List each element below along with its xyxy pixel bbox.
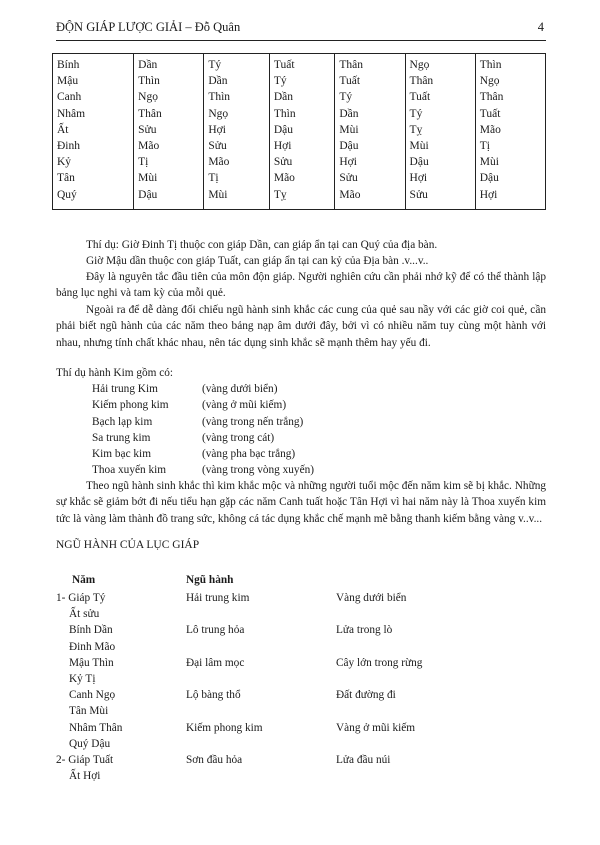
ganzhi-cell: Hợi <box>335 154 405 170</box>
luc-giap-table <box>56 572 546 784</box>
kim-list-item <box>92 462 392 478</box>
ganzhi-table <box>52 53 546 210</box>
luc-giap-row <box>56 720 546 736</box>
ganzhi-cell: Tý <box>335 89 405 105</box>
ganzhi-cell: Hợi <box>475 187 545 210</box>
luc-giap-row <box>56 622 546 638</box>
page-number: 4 <box>537 20 544 34</box>
year-cell: Kỷ Tị <box>69 672 96 685</box>
ganzhi-cell: Tị <box>204 170 270 186</box>
header-element: Ngũ hành <box>186 574 234 586</box>
kim-name: Kim bạc kim <box>92 448 151 461</box>
ganzhi-cell: Dần <box>269 89 335 105</box>
ganzhi-cell: Mão <box>204 154 270 170</box>
section-title: NGŨ HÀNH CỦA LỤC GIÁP <box>56 539 200 551</box>
ganzhi-row <box>53 89 546 105</box>
ganzhi-cell: Quý <box>53 187 134 210</box>
ganzhi-cell: Mùi <box>405 138 475 154</box>
kim-description: (vàng dưới biển) <box>202 383 278 395</box>
kim-list <box>92 381 392 479</box>
element-cell: Lộ bàng thổ <box>186 689 241 702</box>
kim-name: Hải trung Kim <box>92 383 158 395</box>
year-cell: Đinh Mão <box>69 640 116 653</box>
ganzhi-cell: Hợi <box>405 170 475 186</box>
kim-name: Thoa xuyến kim <box>92 464 167 477</box>
kim-description: (vàng trong nến trắng) <box>202 415 304 428</box>
year-cell: Quý Dậu <box>69 737 111 750</box>
year-cell: Bính Dần <box>69 624 113 637</box>
year-cell: 2- Giáp Tuất <box>56 753 114 766</box>
page-header <box>56 18 546 41</box>
ganzhi-cell: Thìn <box>475 54 545 74</box>
year-cell: Nhâm Thân <box>69 721 123 734</box>
ganzhi-row <box>53 154 546 170</box>
kim-description: (vàng ở mũi kiếm) <box>202 399 287 412</box>
ganzhi-cell: Mão <box>134 138 204 154</box>
example-paragraph-1: Thí dụ: Giờ Đinh Tị thuộc con giáp Dần, can giáp ẩn tại can Quý của địa bàn. <box>86 239 438 251</box>
example-paragraph-2: Giờ Mậu dần thuộc con giáp Tuất, can giáp ẩn tại can kỷ của Địa bàn .v...v.. <box>86 255 429 267</box>
luc-giap-row <box>56 703 546 719</box>
ganzhi-cell: Tuất <box>269 54 335 74</box>
ganzhi-cell: Mùi <box>335 122 405 138</box>
ganzhi-cell: Sửu <box>335 170 405 186</box>
year-cell: Ất Hợi <box>69 770 101 783</box>
luc-giap-row <box>56 606 546 622</box>
luc-giap-row <box>56 687 546 703</box>
luc-giap-row <box>56 736 546 752</box>
meaning-cell: Lửa trong lò <box>336 624 393 637</box>
year-cell: 1- Giáp Tý <box>56 592 106 604</box>
ganzhi-cell: Tý <box>405 106 475 122</box>
ganzhi-cell: Thân <box>405 73 475 89</box>
luc-giap-header <box>56 572 546 588</box>
ganzhi-cell: Dần <box>204 73 270 89</box>
kim-name: Kiếm phong kim <box>92 399 169 412</box>
year-cell: Ất sửu <box>69 608 100 621</box>
kim-list-item <box>92 397 392 413</box>
header-year: Năm <box>72 574 96 586</box>
ganzhi-cell: Tuất <box>335 73 405 89</box>
ganzhi-cell: Thìn <box>134 73 204 89</box>
meaning-cell: Lửa đầu núi <box>336 753 391 766</box>
ganzhi-cell: Canh <box>53 89 134 105</box>
ganzhi-cell: Mão <box>269 170 335 186</box>
ganzhi-cell: Tị <box>475 138 545 154</box>
element-cell: Kiếm phong kim <box>186 721 263 734</box>
ganzhi-cell: Hợi <box>269 138 335 154</box>
ganzhi-cell: Mùi <box>475 154 545 170</box>
ganzhi-cell: Dậu <box>475 170 545 186</box>
ganzhi-cell: Thìn <box>269 106 335 122</box>
luc-giap-row <box>56 752 546 768</box>
year-cell: Tân Mùi <box>69 705 109 718</box>
ganzhi-row <box>53 187 546 210</box>
ganzhi-cell: Bính <box>53 54 134 74</box>
principle-paragraph: Đây là nguyên tắc đầu tiên của môn độn giáp. Người nghiên cứu cần phải nhớ kỹ để có thể thành lập bảng lục nghi và tam kỳ của mỗi quẻ. <box>56 271 546 300</box>
luc-giap-row <box>56 590 546 606</box>
luc-giap-row <box>56 655 546 671</box>
ganzhi-cell: Dậu <box>134 187 204 210</box>
ganzhi-cell: Tân <box>53 170 134 186</box>
year-cell: Canh Ngọ <box>69 689 116 702</box>
ganzhi-cell: Ngọ <box>405 54 475 74</box>
kim-description: (vàng trong vòng xuyến) <box>202 464 315 477</box>
header-title: ĐỘN GIÁP LƯỢC GIẢI – Đỗ Quân <box>56 20 241 34</box>
ganzhi-cell: Thân <box>134 106 204 122</box>
ganzhi-cell: Dậu <box>405 154 475 170</box>
meaning-cell: Vàng ở mũi kiếm <box>336 721 416 734</box>
kim-list-item <box>92 446 392 462</box>
meaning-cell: Đất đường đi <box>336 689 396 702</box>
kim-intro: Thí dụ hành Kim gồm có: <box>56 367 174 379</box>
ganzhi-cell: Sửu <box>134 122 204 138</box>
ganzhi-cell: Mão <box>335 187 405 210</box>
luc-giap-row <box>56 639 546 655</box>
kim-description: (vàng trong cát) <box>202 431 275 444</box>
ganzhi-row <box>53 73 546 89</box>
kim-description: (vàng pha bạc trắng) <box>202 448 296 461</box>
ganzhi-cell: Mão <box>475 122 545 138</box>
ganzhi-cell: Dậu <box>269 122 335 138</box>
ganzhi-cell: Kỷ <box>53 154 134 170</box>
kim-list-item <box>92 381 392 397</box>
ganzhi-cell: Ngọ <box>134 89 204 105</box>
ganzhi-row <box>53 122 546 138</box>
ganzhi-cell: Đinh <box>53 138 134 154</box>
nap-am-paragraph: Ngoài ra để dễ dàng đối chiếu ngũ hành sinh khắc các cung của quẻ sau nầy với các giờ coi quẻ, cần phải biết ngũ hành của các năm theo bảng nạp âm dưới đây, bởi vì có nhiều năm tuy cùng một hành với nhau, nhưng tính chất khác nhau, nên tác dụng sinh khắc sẽ mạnh thêm hay yếu đi. <box>56 304 546 349</box>
ganzhi-cell: Dậu <box>335 138 405 154</box>
ganzhi-cell: Hợi <box>204 122 270 138</box>
ganzhi-cell: Ngọ <box>475 73 545 89</box>
ganzhi-cell: Mùi <box>134 170 204 186</box>
ganzhi-cell: Ngọ <box>204 106 270 122</box>
year-cell: Mậu Thìn <box>69 656 114 669</box>
meaning-cell: Vàng dưới biển <box>336 592 407 604</box>
khac-paragraph: Theo ngũ hành sinh khắc thì kim khắc mộc và những người tuổi mộc đến năm kim sẽ bị khắc. Những sự khắc sẽ giảm bớt đi nếu tiểu hạn gặp các năm Canh tuất hoặc Tân Hợi vì hai năm này là Thoa xuyến kim tức là vàng làm thành đồ trang sức, không cá tác dụng khắc chế mạnh mẽ bằng thanh kiếm bằng vàng v..v... <box>56 480 546 525</box>
ganzhi-cell: Dần <box>134 54 204 74</box>
element-cell: Lô trung hỏa <box>186 624 245 637</box>
ganzhi-cell: Mùi <box>204 187 270 210</box>
ganzhi-row <box>53 54 546 74</box>
meaning-cell: Cây lớn trong rừng <box>336 656 423 669</box>
ganzhi-cell: Sửu <box>204 138 270 154</box>
ganzhi-cell: Tuất <box>405 89 475 105</box>
ganzhi-cell: Thân <box>475 89 545 105</box>
ganzhi-cell: Tỵ <box>405 122 475 138</box>
ganzhi-row <box>53 170 546 186</box>
ganzhi-row <box>53 106 546 122</box>
kim-name: Bạch lạp kim <box>92 415 153 428</box>
luc-giap-row <box>56 768 546 784</box>
ganzhi-cell: Nhâm <box>53 106 134 122</box>
ganzhi-cell: Tý <box>204 54 270 74</box>
element-cell: Sơn đầu hỏa <box>186 753 243 766</box>
ganzhi-row <box>53 138 546 154</box>
ganzhi-cell: Sửu <box>405 187 475 210</box>
ganzhi-cell: Tỵ <box>269 187 335 210</box>
luc-giap-row <box>56 671 546 687</box>
ganzhi-cell: Tý <box>269 73 335 89</box>
ganzhi-cell: Sửu <box>269 154 335 170</box>
ganzhi-cell: Ất <box>53 122 134 138</box>
kim-list-item <box>92 414 392 430</box>
element-cell: Hải trung kim <box>186 592 250 604</box>
ganzhi-cell: Thìn <box>204 89 270 105</box>
element-cell: Đại lâm mọc <box>186 656 245 669</box>
kim-name: Sa trung kim <box>92 431 151 444</box>
kim-list-item <box>92 430 392 446</box>
ganzhi-cell: Dần <box>335 106 405 122</box>
ganzhi-cell: Tuất <box>475 106 545 122</box>
ganzhi-cell: Thân <box>335 54 405 74</box>
ganzhi-cell: Tị <box>134 154 204 170</box>
ganzhi-cell: Mậu <box>53 73 134 89</box>
